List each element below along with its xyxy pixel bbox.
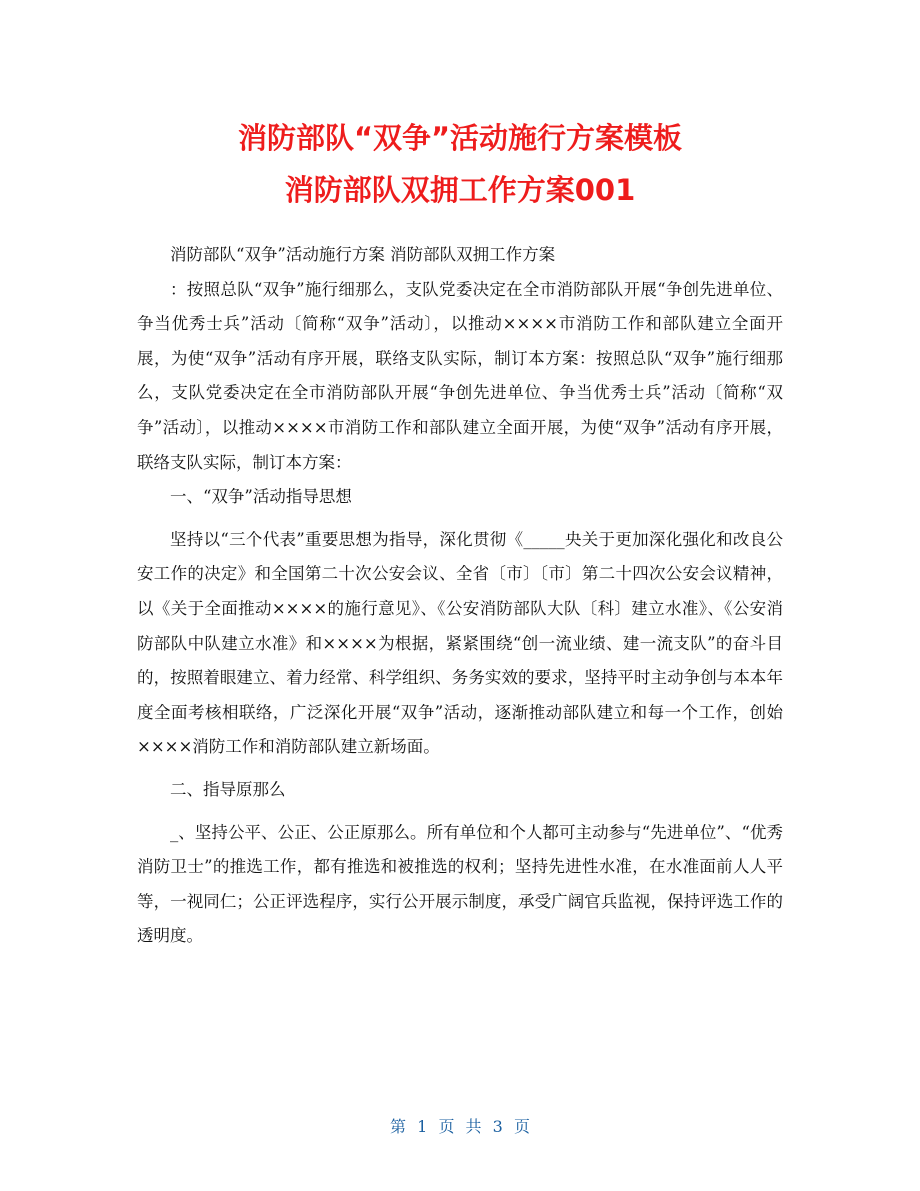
page-footer [0,1114,920,1137]
body-paragraph: _、坚持公平、公正、公正原那么。所有单位和个人都可主动参与“先进单位”、“优秀消防卫士”的推选工作，都有推选和被推选的权利；坚持先进性水准，在水准面前人人平等，一视同仁；公正评选程序，实行公开展示制度，承受广阔官兵监视，保持评选工作的透明度。 [137,822,783,946]
document-title: 消防部队“双争”活动施行方案模板 [237,121,683,155]
document-subtitle: 消防部队双拥工作方案001 [284,173,636,207]
footer-total-pages: 3 [492,1117,503,1136]
document-body [137,238,783,954]
footer-label-ye: 页 [513,1117,530,1136]
intro-paragraph: 消防部队“双争”活动施行方案 消防部队双拥工作方案 [170,245,556,264]
footer-label-gong: 共 [465,1117,482,1136]
section-heading: 二、指导原那么 [170,779,286,799]
footer-label-ye: 页 [438,1117,455,1136]
body-paragraph: ：按照总队“双争”施行细那么，支队党委决定在全市消防部队开展“争创先进单位、争当优秀士兵”活动〔简称“双争”活动〕，以推动××××市消防工作和部队建立全面开展，为使“双争”活动有序开展，联络支队实际，制订本方案：按照总队“双争”施行细那么，支队党委决定在全市消防部队开展“争创先进单位、争当优秀士兵”活动〔简称“双争”活动〕，以推动××××市消防工作和部队建立全面开展，为使“双争”活动有序开展，联络支队实际，制订本方案： [137,279,783,472]
section-heading: 一、“双争”活动指导思想 [170,487,352,507]
footer-current-page: 1 [417,1117,428,1136]
body-paragraph: 坚持以“三个代表”重要思想为指导，深化贯彻《_____央关于更加深化强化和改良公安工作的决定》和全国第二十次公安会议、全省〔市〕〔市〕第二十四次公安会议精神，以《关于全面推动××××的施行意见》、《公安消防部队大队〔科〕建立水准》、《公安消防部队中队建立水准》和××××为根据，紧紧围绕“创一流业绩、建一流支队”的奋斗目的，按照着眼建立、着力经常、科学组织、务务实效的要求，坚持平时主动争创与本本年度全面考核相联络，广泛深化开展“双争”活动，逐渐推动部队建立和每一个工作，创始××××消防工作和消防部队建立新场面。 [137,529,783,757]
footer-label-di: 第 [390,1117,407,1136]
